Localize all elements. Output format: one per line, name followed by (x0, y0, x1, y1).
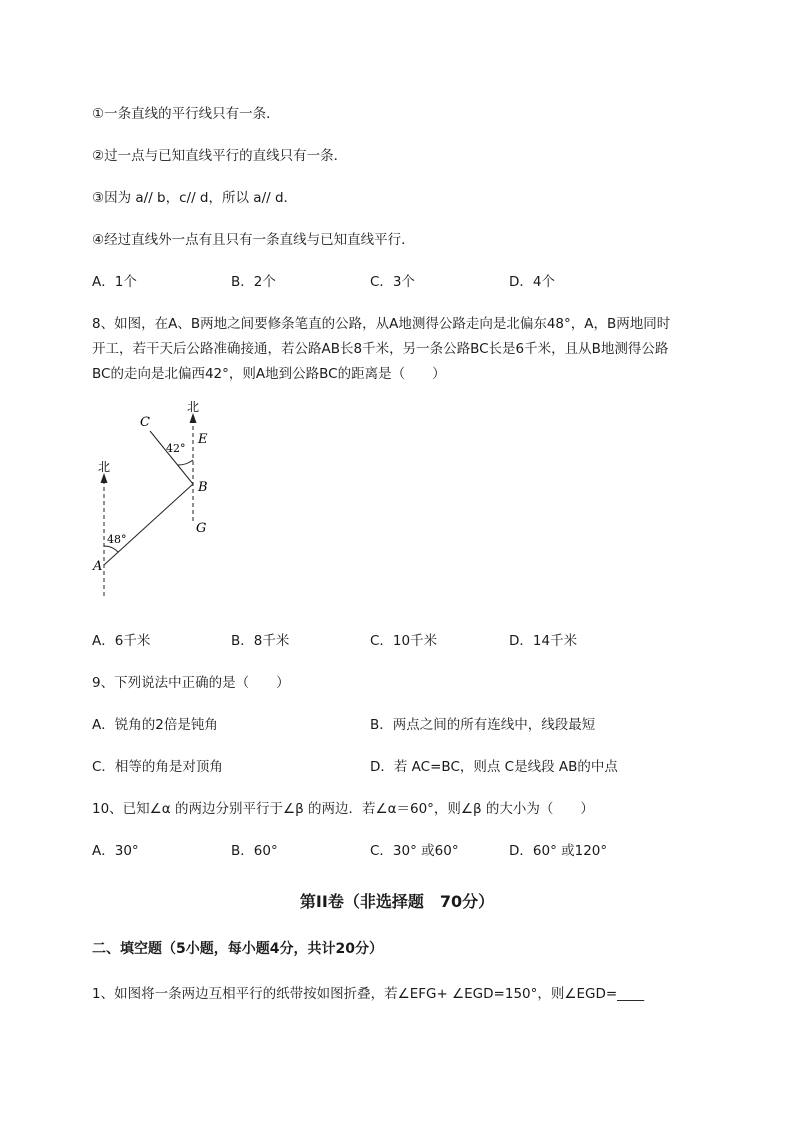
section2-heading: 二、填空题（5小题，每小题4分，共计20分） (92, 941, 383, 957)
statement-2: ②过一点与已知直线平行的直线只有一条． (92, 148, 348, 164)
q7-option-d: D．4个 (509, 274, 555, 290)
q7-option-a: A．1个 (92, 274, 137, 290)
statement-4: ④经过直线外一点有且只有一条直线与已知直线平行． (92, 232, 415, 248)
q9-option-b: B．两点之间的所有连线中，线段最短 (370, 717, 596, 733)
north-arrow-a (101, 473, 108, 483)
q9-stem: 9、下列说法中正确的是（ ） (92, 675, 290, 691)
q8-stem-line-3: BC的走向是北偏西42°，则A地到公路BC的距离是（ ） (92, 366, 446, 382)
statement-3: ③因为 a// b，c// d，所以 a// d． (92, 190, 298, 206)
q10-option-a: A．30° (92, 843, 139, 859)
q9-option-a: A．锐角的2倍是钝角 (92, 717, 218, 733)
north-label-b: 北 (187, 400, 200, 414)
q9-option-d: D．若 AC=BC，则点 C是线段 AB的中点 (370, 759, 618, 775)
statement-1: ①一条直线的平行线只有一条． (92, 106, 280, 122)
q10-option-b: B．60° (231, 843, 278, 859)
q8-option-b: B．8千米 (231, 633, 290, 649)
q10-option-d: D．60° 或120° (509, 843, 608, 859)
north-label-a: 北 (98, 460, 111, 474)
q7-option-c: C．3个 (370, 274, 416, 290)
q7-option-b: B．2个 (231, 274, 276, 290)
q10-stem: 10、已知∠α 的两边分别平行于∠β 的两边．若∠α＝60°，则∠β 的大小为（ ） (92, 801, 594, 817)
label-c: C (140, 415, 150, 430)
segment-ab (104, 484, 193, 565)
segment-bc (150, 431, 193, 484)
angle-arc-42 (178, 460, 193, 465)
north-arrow-b (190, 413, 197, 423)
q8-option-d: D．14千米 (509, 633, 578, 649)
q8-stem-line-2: 开工，若干天后公路准确接通，若公路AB长8千米，另一条公路BC长是6千米，且从B地测得公路 (92, 341, 669, 357)
q10-option-c: C．30° 或60° (370, 843, 459, 859)
label-g: G (196, 521, 207, 536)
label-e: E (198, 432, 208, 447)
q9-option-c: C．相等的角是对顶角 (92, 759, 223, 775)
angle-label-48: 48° (107, 533, 127, 546)
q8-stem-line-1: 8、如图，在A、B两地之间要修条笔直的公路，从A地测得公路走向是北偏东48°，A，B两地同时 (92, 316, 671, 332)
fill-question-1: 1、如图将一条两边互相平行的纸带按如图折叠，若∠EFG+ ∠EGD=150°，则∠EGD=____ (92, 986, 645, 1002)
q8-option-a: A．6千米 (92, 633, 151, 649)
part2-title: 第II卷（非选择题 70分） (299, 892, 495, 911)
label-b: B (198, 480, 208, 495)
label-a: A (93, 559, 103, 574)
angle-label-42: 42° (166, 442, 186, 455)
angle-arc-48 (104, 546, 118, 552)
q8-option-c: C．10千米 (370, 633, 438, 649)
